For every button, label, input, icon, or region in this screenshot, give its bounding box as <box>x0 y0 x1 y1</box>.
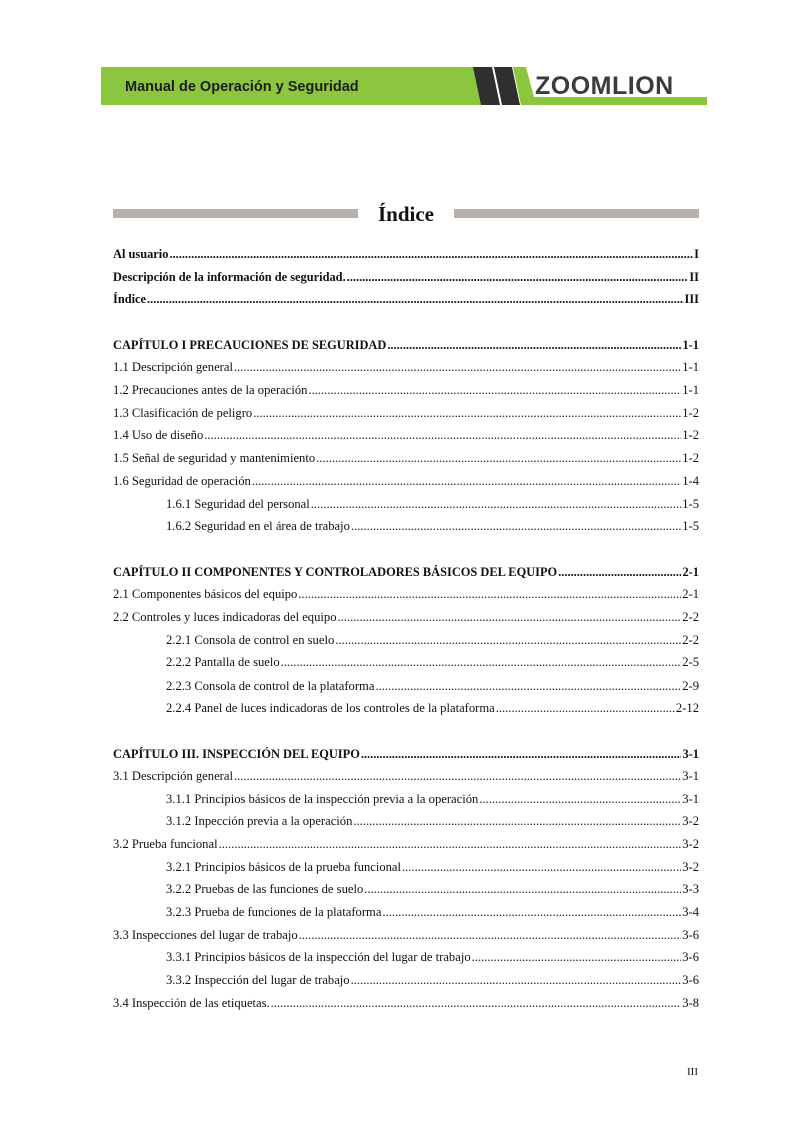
toc-entry-title: 1.3 Clasificación de peligro <box>113 406 253 420</box>
toc-leader-dots <box>387 336 681 354</box>
toc-entry-page: 1-5 <box>682 519 699 533</box>
toc-leader-dots <box>252 472 681 490</box>
toc-leader-dots <box>496 699 675 717</box>
toc-entry-title: Descripción de la información de seguridad. <box>113 270 346 284</box>
toc-leader-dots <box>311 495 681 513</box>
toc-leader-dots <box>308 381 681 399</box>
toc-entry-title: CAPÍTULO III. INSPECCIÓN DEL EQUIPO <box>113 747 360 761</box>
toc-leader-dots <box>351 971 682 989</box>
toc-entry-title: Al usuario <box>113 247 169 261</box>
page-number: III <box>687 1066 698 1078</box>
toc-entry[interactable] <box>113 358 699 376</box>
toc-entry-title: 3.3 Inspecciones del lugar de trabajo <box>113 928 298 942</box>
toc-entry-title: 1.1 Descripción general <box>113 360 233 374</box>
toc-entry[interactable] <box>113 290 699 308</box>
zoomlion-logo: ZOOMLION <box>535 72 674 100</box>
toc-leader-dots <box>204 426 681 444</box>
toc-entry-page: I <box>694 247 699 261</box>
toc-entry-title: CAPÍTULO II COMPONENTES Y CONTROLADORES BÁSICOS DEL EQUIPO <box>113 565 558 579</box>
toc-entry-title: 1.6.1 Seguridad del personal <box>166 497 310 511</box>
toc-entry[interactable] <box>113 268 699 286</box>
toc-entry[interactable] <box>113 585 699 603</box>
toc-entry-page: 3-4 <box>682 905 699 919</box>
toc-entry[interactable] <box>113 994 699 1012</box>
toc-entry-page: II <box>689 270 699 284</box>
toc-entry[interactable] <box>113 790 699 808</box>
toc-entry[interactable] <box>113 903 699 921</box>
toc-entry-title: 2.2 Controles y luces indicadoras del equipo <box>113 610 337 624</box>
toc-entry-page: 1-2 <box>682 428 699 442</box>
toc-entry[interactable] <box>113 971 699 989</box>
toc-entry-page: 1-4 <box>682 474 699 488</box>
toc-entry[interactable] <box>113 472 699 490</box>
toc-entry-page: 1-1 <box>682 360 699 374</box>
toc-entry[interactable] <box>113 677 699 695</box>
toc-entry-page: 3-6 <box>682 973 699 987</box>
toc-entry[interactable] <box>113 449 699 467</box>
toc-entry-page: 2-2 <box>682 633 699 647</box>
toc-entry[interactable] <box>113 699 699 717</box>
toc-leader-dots <box>147 290 683 308</box>
toc-entry-title: 2.2.3 Consola de control de la plataforma <box>166 679 375 693</box>
toc-entry[interactable] <box>113 631 699 649</box>
toc-entry-page: 3-2 <box>682 814 699 828</box>
toc-entry-page: 3-2 <box>682 860 699 874</box>
toc-entry-page: 1-1 <box>682 338 699 352</box>
toc-leader-dots <box>316 449 681 467</box>
toc-entry-title: 3.2.2 Pruebas de las funciones de suelo <box>166 882 364 896</box>
toc-leader-dots <box>298 585 681 603</box>
toc-entry-page: 2-1 <box>682 565 699 579</box>
page-header <box>101 67 707 105</box>
toc-leader-dots <box>364 880 681 898</box>
toc-leader-dots <box>472 948 682 966</box>
toc-entry[interactable] <box>113 880 699 898</box>
toc-entry-title: CAPÍTULO I PRECAUCIONES DE SEGURIDAD <box>113 338 387 352</box>
toc-leader-dots <box>219 835 682 853</box>
toc-leader-dots <box>281 653 682 671</box>
toc-entry-title: Índice <box>113 292 147 306</box>
toc-entry-page: III <box>684 292 699 306</box>
toc-leader-dots <box>338 608 682 626</box>
toc-entry-page: 3-1 <box>682 747 699 761</box>
page-title: Índice <box>377 202 434 226</box>
toc-entry-page: 3-3 <box>682 882 699 896</box>
toc-leader-dots <box>169 245 693 263</box>
toc-entry-page: 2-2 <box>682 610 699 624</box>
toc-leader-dots <box>382 903 681 921</box>
toc-entry-page: 1-2 <box>682 406 699 420</box>
toc-entry-page: 3-6 <box>682 928 699 942</box>
toc-entry[interactable] <box>113 495 699 513</box>
toc-leader-dots <box>347 268 689 286</box>
toc-entry[interactable] <box>113 381 699 399</box>
toc-entry[interactable] <box>113 835 699 853</box>
toc-entry[interactable] <box>113 653 699 671</box>
toc-entry-title: 3.2.1 Principios básicos de la prueba funcional <box>166 860 402 874</box>
toc-entry[interactable] <box>113 745 699 763</box>
toc-entry-page: 3-6 <box>682 950 699 964</box>
toc-entry[interactable] <box>113 426 699 444</box>
toc-leader-dots <box>479 790 681 808</box>
toc-entry[interactable] <box>113 812 699 830</box>
index-heading <box>113 204 699 230</box>
heading-bar-right <box>454 209 699 218</box>
toc-entry-title: 3.3.2 Inspección del lugar de trabajo <box>166 973 350 987</box>
toc-entry-title: 3.2.3 Prueba de funciones de la plataforma <box>166 905 382 919</box>
toc-entry-title: 2.2.4 Panel de luces indicadoras de los controles de la plataforma <box>166 701 495 715</box>
toc-entry-page: 3-1 <box>682 769 699 783</box>
toc-entry[interactable] <box>113 858 699 876</box>
toc-entry-title: 3.1.2 Inpección previa a la operación <box>166 814 353 828</box>
toc-leader-dots <box>299 926 682 944</box>
toc-entry-page: 3-2 <box>682 837 699 851</box>
toc-entry[interactable] <box>113 926 699 944</box>
toc-entry-page: 2-5 <box>682 655 699 669</box>
toc-entry-title: 3.1 Descripción general <box>113 769 233 783</box>
toc-entry-title: 2.2.2 Pantalla de suelo <box>166 655 280 669</box>
toc-entry[interactable] <box>113 517 699 535</box>
toc-entry-page: 2-1 <box>682 587 699 601</box>
toc-leader-dots <box>351 517 681 535</box>
toc-entry[interactable] <box>113 608 699 626</box>
toc-leader-dots <box>234 358 681 376</box>
toc-entry-page: 3-1 <box>682 792 699 806</box>
toc-entry-title: 3.3.1 Principios básicos de la inspección del lugar de trabajo <box>166 950 471 964</box>
toc-leader-dots <box>271 994 682 1012</box>
heading-bar-left <box>113 209 358 218</box>
toc-entry-page: 2-9 <box>682 679 699 693</box>
toc-entry-page: 2-12 <box>675 701 699 715</box>
toc-entry-title: 2.1 Componentes básicos del equipo <box>113 587 298 601</box>
toc-entry-title: 1.6.2 Seguridad en el área de trabajo <box>166 519 350 533</box>
toc-entry[interactable] <box>113 404 699 422</box>
toc-entry-title: 3.4 Inspección de las etiquetas. <box>113 996 270 1010</box>
toc-leader-dots <box>253 404 681 422</box>
toc-leader-dots <box>353 812 681 830</box>
toc-leader-dots <box>375 677 681 695</box>
toc-leader-dots <box>234 767 681 785</box>
toc-entry-title: 1.5 Señal de seguridad y mantenimiento <box>113 451 316 465</box>
toc-leader-dots <box>558 563 681 581</box>
toc-entry-page: 3-8 <box>682 996 699 1010</box>
toc-entry-title: 3.2 Prueba funcional <box>113 837 218 851</box>
toc-entry[interactable] <box>113 767 699 785</box>
toc-leader-dots <box>335 631 681 649</box>
toc-entry-title: 3.1.1 Principios básicos de la inspección previa a la operación <box>166 792 479 806</box>
toc-entry-page: 1-5 <box>682 497 699 511</box>
toc-entry-title: 1.2 Precauciones antes de la operación <box>113 383 308 397</box>
manual-title: Manual de Operación y Seguridad <box>125 79 359 95</box>
toc-entry[interactable] <box>113 563 699 581</box>
toc-entry[interactable] <box>113 245 699 263</box>
toc-entry-title: 2.2.1 Consola de control en suelo <box>166 633 335 647</box>
toc-entry-page: 1-2 <box>682 451 699 465</box>
toc-entry-page: 1-1 <box>682 383 699 397</box>
toc-entry[interactable] <box>113 948 699 966</box>
toc-entry[interactable] <box>113 336 699 354</box>
toc-leader-dots <box>402 858 681 876</box>
toc-entry-title: 1.4 Uso de diseño <box>113 428 204 442</box>
toc-leader-dots <box>361 745 682 763</box>
toc-entry-title: 1.6 Seguridad de operación <box>113 474 251 488</box>
